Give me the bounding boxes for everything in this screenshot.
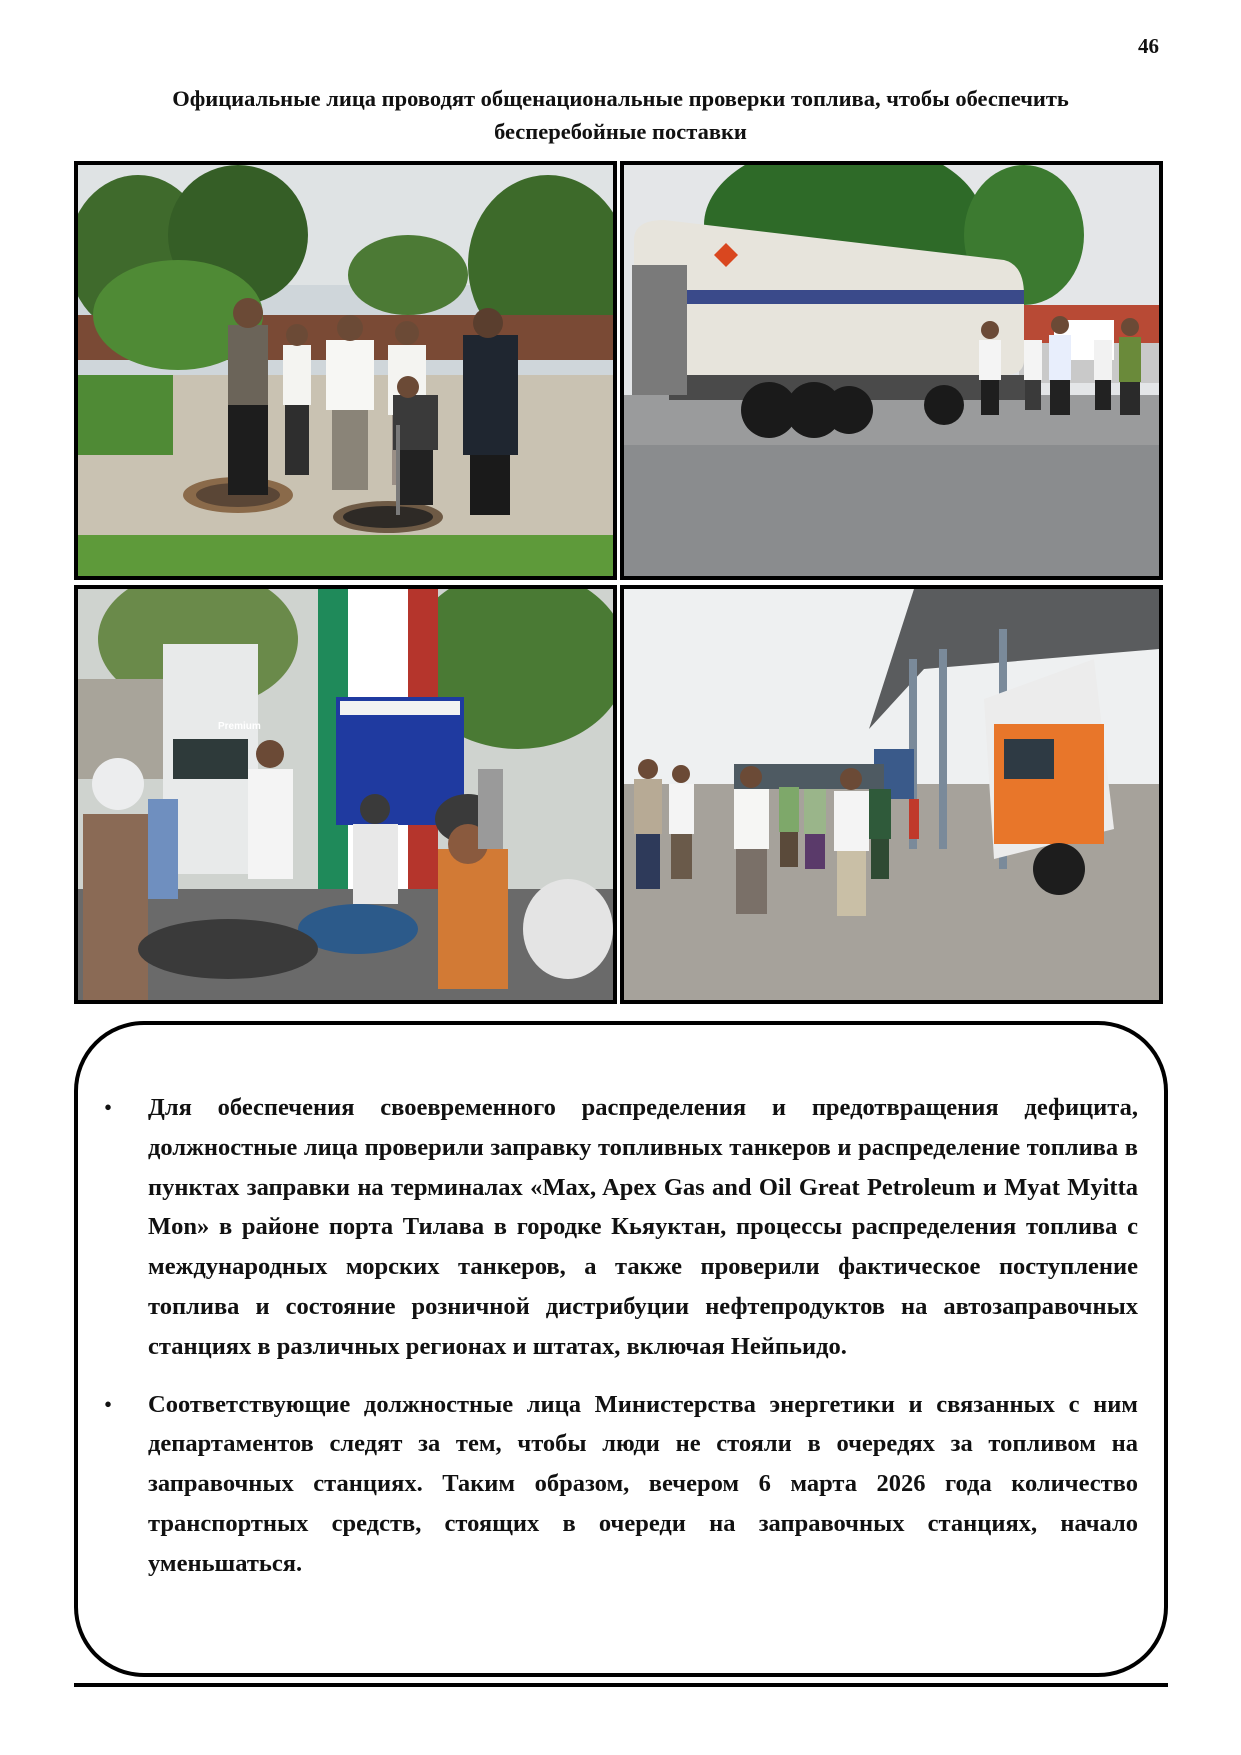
pump-brand-label: Premium xyxy=(218,721,261,732)
bullet-icon: • xyxy=(104,1095,113,1120)
page-title-line-1: Официальные лица проводят общенациональные проверки топлива, чтобы обеспечить xyxy=(172,86,1069,111)
bullet-icon: • xyxy=(104,1391,113,1417)
list-item xyxy=(104,1385,1138,1584)
photo-filling-station-queue xyxy=(74,585,617,1004)
page-title-line-2: бесперебойные поставки xyxy=(494,119,747,144)
summary-list xyxy=(104,1088,1138,1602)
photo-filling-station-queue-image xyxy=(78,589,613,1000)
bottom-rule xyxy=(74,1683,1168,1687)
list-item-text: Для обеспечения своевременного распределения и предотвращения дефицита, должностные лица проверили заправку топливных танкеров и распределение топлива в пунктах заправки на терминалах «Max, Apex Gas and Oil Great Petroleum и Myat Myitta Mon» в районе порта Тилава в городке Кьяуктан, процессы распределения топлива с международных морских танкеров, а также проверили фактическое поступление топлива и состояние розничной дистрибуции нефтепродуктов на автозаправочных станциях в различных регионах и штатах, включая Нейпьидо. xyxy=(148,1094,1138,1360)
photo-terminal-walkthrough-image xyxy=(624,589,1159,1000)
summary-box xyxy=(74,1021,1168,1677)
photo-storage-tank-dip-check xyxy=(74,161,617,580)
list-item-text: Соответствующие должностные лица Министерства энергетики и связанных с ним департаментов следят за тем, чтобы люди не стояли в очередях за топливом на заправочных станциях. Таким образом, вечером 6 марта 2026 года количество транспортных средств, стоящих в очереди на заправочных станциях, начало уменьшаться. xyxy=(148,1390,1138,1577)
page-title xyxy=(100,82,1141,148)
photo-terminal-walkthrough xyxy=(620,585,1163,1004)
photo-fuel-tanker-inspection-image xyxy=(624,165,1159,576)
page-number: 46 xyxy=(1138,34,1159,58)
list-item xyxy=(104,1088,1138,1367)
photo-fuel-tanker-inspection xyxy=(620,161,1163,580)
photo-storage-tank-dip-check-image xyxy=(78,165,613,576)
